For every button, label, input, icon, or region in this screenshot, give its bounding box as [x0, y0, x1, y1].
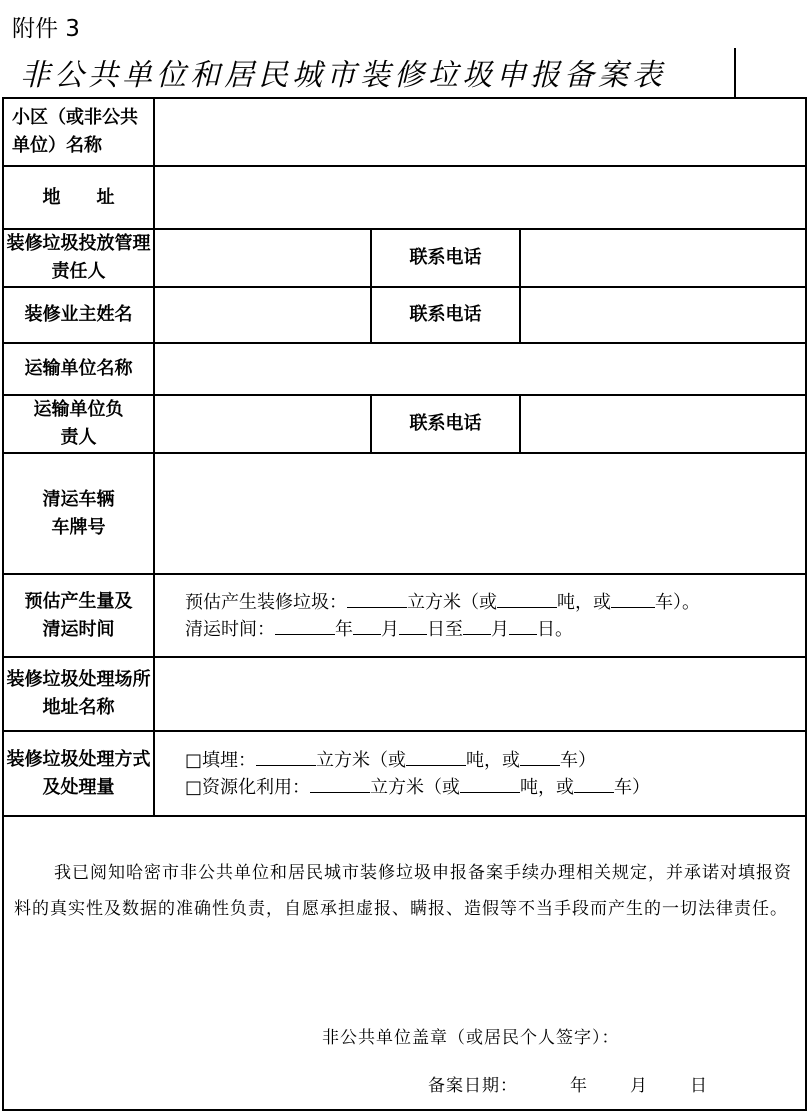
field-transport-company[interactable]	[154, 343, 806, 395]
unit-year: 年	[335, 618, 353, 640]
field-manager[interactable]	[154, 229, 371, 287]
label-transport-manager: 运输单位负责人	[3, 395, 154, 453]
unit-day-end: 日。	[537, 618, 573, 640]
unit-m3: 立方米（或	[370, 776, 461, 798]
blank-car[interactable]	[611, 589, 655, 608]
unit-month: 月	[381, 618, 399, 640]
blank-month-end[interactable]	[463, 616, 491, 635]
row-declaration	[3, 816, 806, 1110]
blank-landfill-volume[interactable]	[256, 747, 316, 766]
registration-form-table	[2, 97, 807, 1111]
field-disposal-site[interactable]	[154, 657, 806, 731]
label-owner-phone: 联系电话	[371, 287, 520, 343]
estimate-time-line	[155, 616, 805, 643]
blank-recycle-car[interactable]	[574, 774, 614, 793]
attachment-label: 附件 3	[12, 16, 80, 42]
label-manager-phone: 联系电话	[371, 229, 520, 287]
blank-landfill-car[interactable]	[520, 747, 560, 766]
declaration-text: 我已阅知哈密市非公共单位和居民城市装修垃圾申报备案手续办理相关规定，并承诺对填报资料的真实性及数据的准确性负责，自愿承担虚报、瞒报、造假等不当手段而产生的一切法律责任。	[14, 863, 792, 919]
disposal-content	[154, 731, 806, 816]
blank-volume[interactable]	[347, 589, 407, 608]
field-owner[interactable]	[154, 287, 371, 343]
row-transport-manager	[3, 395, 806, 453]
field-transport-phone[interactable]	[520, 395, 806, 453]
blank-recycle-ton[interactable]	[460, 774, 520, 793]
unit-ton: 吨，或	[557, 591, 611, 613]
field-owner-phone[interactable]	[520, 287, 806, 343]
recycle-checkbox[interactable]: □资源化利用：	[185, 776, 311, 798]
unit-ton: 吨，或	[520, 776, 575, 798]
estimate-content	[154, 574, 806, 657]
unit-car: 车）。	[655, 591, 700, 613]
blank-recycle-volume[interactable]	[310, 774, 370, 793]
estimate-prefix: 预估产生装修垃圾：	[185, 591, 347, 613]
row-manager	[3, 229, 806, 287]
label-owner: 装修业主姓名	[3, 287, 154, 343]
landfill-line	[155, 747, 805, 774]
unit-m3: 立方米（或	[407, 591, 497, 613]
filing-date	[428, 1071, 708, 1096]
label-transport-phone: 联系电话	[371, 395, 520, 453]
label-estimate: 预估产生量及清运时间	[3, 574, 154, 657]
row-address	[3, 166, 806, 229]
label-address: 地 址	[3, 166, 154, 229]
date-label: 备案日期：	[428, 1076, 518, 1096]
field-manager-phone[interactable]	[520, 229, 806, 287]
blank-ton[interactable]	[497, 589, 557, 608]
landfill-checkbox[interactable]: □填埋：	[185, 749, 257, 771]
row-disposal-method	[3, 731, 806, 816]
recycle-line	[155, 774, 805, 801]
date-year: 年	[570, 1076, 588, 1096]
label-community-name: 小区（或非公共单位）名称	[3, 98, 154, 166]
label-transport-company: 运输单位名称	[3, 343, 154, 395]
field-transport-manager[interactable]	[154, 395, 371, 453]
blank-landfill-ton[interactable]	[406, 747, 466, 766]
blank-month-start[interactable]	[353, 616, 381, 635]
date-day: 日	[690, 1076, 708, 1096]
unit-m3: 立方米（或	[316, 749, 407, 771]
unit-car: 车）	[614, 776, 651, 798]
row-community-name	[3, 98, 806, 166]
time-prefix: 清运时间：	[185, 618, 275, 640]
signature-label: 非公共单位盖章（或居民个人签字）：	[322, 1028, 620, 1048]
field-community-name[interactable]	[154, 98, 806, 166]
blank-day-start[interactable]	[399, 616, 427, 635]
blank-year[interactable]	[275, 616, 335, 635]
form-title: 非公共单位和居民城市装修垃圾申报备案表	[20, 58, 666, 93]
declaration-cell	[3, 816, 806, 1110]
field-address[interactable]	[154, 166, 806, 229]
text-cursor	[734, 48, 736, 98]
label-disposal-method: 装修垃圾处理方式及处理量	[3, 731, 154, 816]
unit-car: 车）	[560, 749, 597, 771]
unit-day-to: 日至	[427, 618, 463, 640]
field-plate[interactable]	[154, 453, 806, 574]
unit-ton: 吨，或	[466, 749, 521, 771]
row-disposal-site	[3, 657, 806, 731]
row-estimate	[3, 574, 806, 657]
row-owner	[3, 287, 806, 343]
blank-day-end[interactable]	[509, 616, 537, 635]
unit-month-end: 月	[491, 618, 509, 640]
label-manager: 装修垃圾投放管理责任人	[3, 229, 154, 287]
row-plate	[3, 453, 806, 574]
date-month: 月	[630, 1076, 648, 1096]
label-plate: 清运车辆车牌号	[3, 453, 154, 574]
estimate-volume-line	[155, 589, 805, 616]
label-disposal-site: 装修垃圾处理场所地址名称	[3, 657, 154, 731]
row-transport-company	[3, 343, 806, 395]
